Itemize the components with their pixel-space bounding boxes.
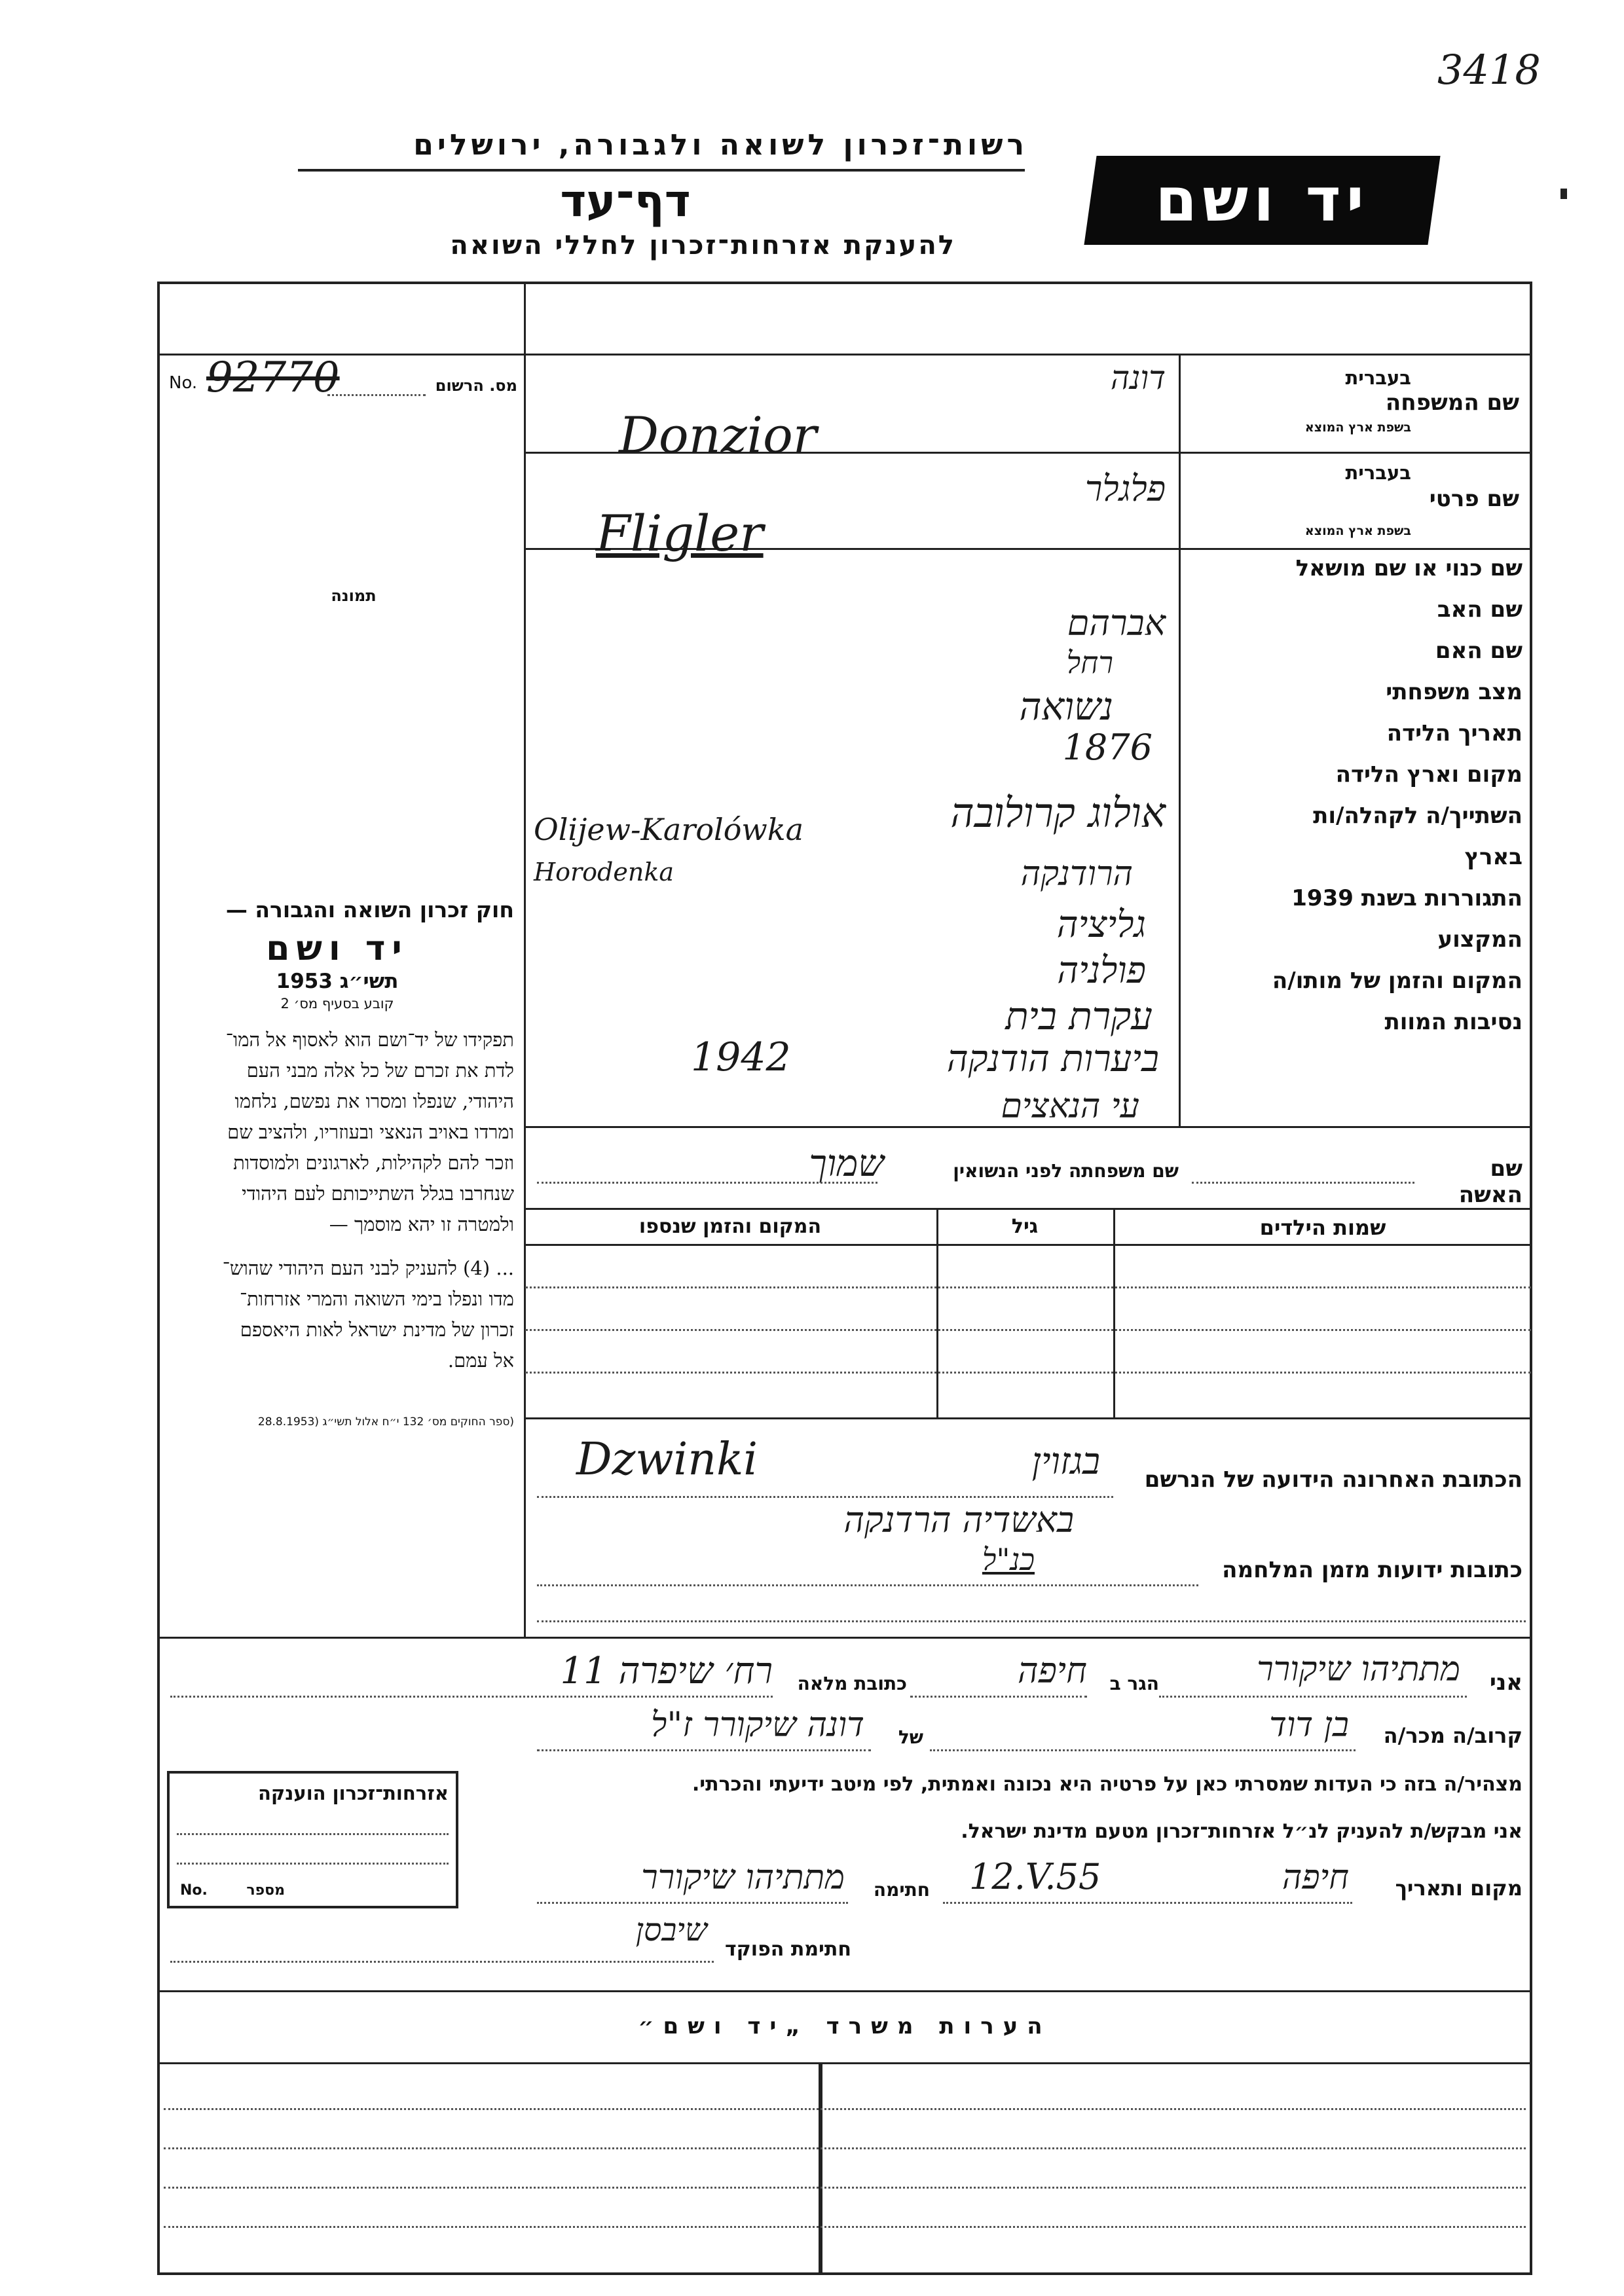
- office-notes-line: [164, 2108, 1526, 2110]
- first-name-label: שם פרטי: [1429, 486, 1519, 512]
- family-hebrew-value: דונה: [1110, 359, 1166, 397]
- office-notes-line: [164, 2187, 1526, 2189]
- nickname-label: שם כנוי או שם מושאל: [1295, 555, 1522, 581]
- declarant-i-label: אני: [1489, 1669, 1522, 1696]
- profession-label: המקצוע: [1437, 926, 1522, 953]
- children-age-header: גיל: [1011, 1215, 1039, 1238]
- law-line: וזכר להם לקהילות, לארגונים ולמוסדות: [233, 1152, 514, 1174]
- wife-maiden-value: שמוך: [809, 1142, 884, 1185]
- logo-text: יד ושם: [1155, 165, 1369, 235]
- country-label: בארץ: [1464, 844, 1522, 870]
- office-notes-header-rule: [158, 2062, 1531, 2064]
- family-origin-value: Donzior: [619, 406, 817, 464]
- declarant-address-label: כתובת מלאה: [797, 1673, 907, 1694]
- residence-value: פולניה: [1057, 949, 1146, 992]
- law-line: לדת את זכרם של כל אלה מבני העם: [246, 1059, 514, 1082]
- ink-mark: [1560, 189, 1567, 199]
- children-row-line: [525, 1286, 1531, 1288]
- mother-value: רחל: [1066, 645, 1113, 680]
- relation-dots: [930, 1749, 1356, 1751]
- citizenship-number-label: מספר: [246, 1882, 285, 1899]
- citizenship-box-dots: [177, 1833, 449, 1835]
- left-column-divider: [524, 283, 526, 1637]
- law-block: [160, 897, 514, 1429]
- authority-underline: [298, 169, 1025, 172]
- law-line: זכרון של מדינת ישראל לאות היאספם: [240, 1319, 514, 1341]
- field-label-divider: [1179, 354, 1181, 1126]
- yad-vashem-logo: [1084, 156, 1440, 245]
- office-notes-rule: [158, 1990, 1531, 1992]
- wartime-address-label: כתובות ידועות מזמן המלחמה: [1222, 1557, 1522, 1583]
- law-line: שנחרבו בגלל השתייכותם לעם היהודי: [242, 1182, 514, 1205]
- children-place-header: המקום והזמן שנספו: [638, 1215, 822, 1238]
- children-col-divider-2: [936, 1208, 938, 1417]
- first-origin-label: בשפת ארץ המוצא: [1304, 524, 1411, 538]
- first-hebrew-value: פלגלר: [1084, 468, 1166, 509]
- declarant-name: מתתיהו שיקורר: [1257, 1650, 1460, 1689]
- relation-value: בן דוד: [1269, 1705, 1349, 1745]
- wartime-dots-1: [537, 1584, 1198, 1586]
- authority-name: רשות־זכרון לשואה ולגבורה, ירושלים: [413, 128, 1028, 162]
- first-name-row: [1185, 452, 1522, 548]
- registration-number: 92770: [206, 354, 340, 402]
- death-circumstances-label: נסיבות המוות: [1384, 1009, 1522, 1035]
- signature-dots: [537, 1902, 848, 1904]
- mother-label: שם האם: [1435, 638, 1522, 664]
- signature-value: מתתיהו שיקורר: [641, 1858, 845, 1897]
- of-name: דונה שיקורר ז"ל: [651, 1705, 864, 1745]
- birth-place-latin-value: Olijew-Karolówka: [534, 812, 804, 847]
- community-label: השתייך/ה לקהלה/ות: [1313, 803, 1522, 829]
- relation-label: קרוב/ה מכר/ה: [1383, 1723, 1522, 1748]
- children-names-header: שמות הילדים: [1259, 1215, 1386, 1240]
- declarant-street-dots: [170, 1696, 773, 1698]
- registration-label: מס. הרשום: [435, 376, 517, 395]
- wartime-address-1: באשדיה הרדנקה: [843, 1499, 1074, 1540]
- birth-place-label: מקום וארץ הלידה: [1335, 761, 1522, 788]
- death-year-value: 1942: [691, 1034, 791, 1080]
- law-line: ולמטרה זו יהא מוסמך —: [329, 1213, 514, 1235]
- officer-signature-label: חתימת הפוקד: [725, 1938, 851, 1961]
- office-notes-title: הערות משרד „יד ושם״: [638, 2013, 1052, 2039]
- declaration-text: מצהיר/ה בזה כי העדות שמסרתי כאן על פרטיה היא נכונה ואמתית, לפי מיטב ידיעתי והכרתי.: [692, 1773, 1522, 1796]
- law-line: תפקידו של יד־ושם הוא לאסוף אל המו־: [225, 1029, 514, 1051]
- field-labels: [1185, 354, 1522, 1043]
- wife-dots: [1192, 1182, 1414, 1184]
- death-circumstances-value: עי הנאצים: [1001, 1087, 1139, 1126]
- first-hebrew-label: בעברית: [1345, 462, 1411, 484]
- declarant-street: רח׳ שיפרה 11: [560, 1650, 773, 1692]
- profession-value: עקרת בית: [1005, 994, 1153, 1038]
- father-value: אברהם: [1067, 602, 1166, 644]
- request-text: אני מבקש/ת להעניק לנ״ל אזרחות־זכרון מטעם מדינת ישראל.: [961, 1820, 1522, 1843]
- law-line: היהודי, שנפלו ומסרו את נפשם, נלחמו: [234, 1090, 514, 1112]
- last-address-dots: [537, 1496, 1113, 1498]
- last-address-hebrew: בגזוין: [1031, 1440, 1100, 1483]
- registration-dots: [327, 394, 426, 396]
- law-year: תשי״ג 1953: [276, 970, 399, 993]
- wartime-dots-2: [537, 1620, 1526, 1622]
- wife-maiden-dots: [537, 1182, 877, 1184]
- of-label: של: [898, 1726, 923, 1748]
- photo-label: תמונה: [331, 587, 377, 605]
- children-header-rule: [524, 1244, 1531, 1246]
- form-title: דף־עד: [560, 175, 691, 227]
- children-bottom-rule: [524, 1417, 1531, 1419]
- father-label: שם האב: [1437, 596, 1522, 623]
- date-value: 12.V.55: [969, 1856, 1101, 1897]
- law-heading: חוק זכרון השואה והגבורה —: [225, 897, 514, 922]
- officer-signature-dots: [170, 1961, 714, 1963]
- children-row-line: [525, 1372, 1531, 1374]
- wife-label: שם האשה: [1458, 1156, 1522, 1208]
- citizenship-box-title: אזרחות־זכרון הוענקה: [257, 1782, 449, 1804]
- marital-label: מצב משפחתי: [1386, 679, 1522, 705]
- death-place-value: ביערות הודנקה: [946, 1038, 1159, 1080]
- corner-number: 3418: [1437, 46, 1541, 94]
- birth-date-label: תאריך הלידה: [1386, 720, 1522, 746]
- form-subtitle: להענקת אזרחות־זכרון לחללי השואה: [450, 230, 956, 261]
- area-rule: [524, 1126, 1531, 1128]
- declarant-city: חיפה: [1017, 1650, 1087, 1691]
- residence-1939-label: התגוררות בשנת 1939: [1291, 885, 1522, 911]
- death-place-time-label: המקום והזמן של מותו/ה: [1272, 968, 1522, 994]
- place-date-dots: [943, 1902, 1352, 1904]
- declarant-city-dots: [910, 1696, 1087, 1698]
- wartime-address-2: כנ"ל: [982, 1542, 1035, 1577]
- family-name-row: [1185, 354, 1522, 452]
- declarant-name-dots: [1159, 1696, 1467, 1698]
- registration-no-label: No.: [169, 373, 198, 393]
- birth-place-hebrew-value: אולוג קרולובה: [950, 789, 1166, 837]
- family-hebrew-label: בעברית: [1345, 367, 1411, 389]
- law-line: ... (4) להעניק לבני העם היהודי שהוש־: [222, 1257, 514, 1279]
- law-line: ומרדו באויב הנאצי ובעוזריו, ולהציב שם: [227, 1121, 514, 1143]
- office-notes-divider: [819, 2062, 822, 2273]
- community-hebrew-value: הרודנקה: [1020, 854, 1133, 894]
- last-address-label: הכתובת האחרונה הידועה של הנרשם: [1144, 1467, 1522, 1493]
- citizenship-no-label: No.: [180, 1882, 208, 1899]
- children-top-rule: [524, 1208, 1531, 1210]
- declarant-lives-label: הגר ב: [1109, 1673, 1159, 1694]
- last-address-latin: Dzwinki: [576, 1434, 758, 1485]
- office-notes-line: [164, 2147, 1526, 2149]
- first-origin-value: Fligler: [596, 504, 764, 562]
- birth-date-value: 1876: [1062, 727, 1153, 768]
- law-line: אל עמם.: [447, 1349, 514, 1372]
- community-latin-value: Horodenka: [534, 858, 674, 886]
- signature-label: חתימה: [873, 1879, 930, 1901]
- of-name-dots: [537, 1749, 871, 1751]
- officer-signature-value: שיבסן: [635, 1912, 707, 1948]
- law-clause: קובע בסעיף מס׳ 2: [280, 996, 394, 1011]
- law-source: (ספר החוקים מס׳ 132 י״ח אלול תשי״ג (28.8.1953: [257, 1415, 514, 1429]
- marital-value: נשואה: [1019, 684, 1113, 729]
- children-row-line: [525, 1329, 1531, 1331]
- address-bottom-rule: [158, 1637, 1531, 1639]
- place-value: חיפה: [1282, 1858, 1349, 1897]
- law-name: יד ושם: [266, 929, 409, 968]
- office-notes-line: [164, 2226, 1526, 2228]
- place-date-label: מקום ותאריך: [1395, 1876, 1522, 1901]
- family-origin-label: בשפת ארץ המוצא: [1304, 420, 1411, 435]
- country-value: גליציה: [1056, 903, 1146, 946]
- citizenship-box-dots: [177, 1863, 449, 1865]
- family-name-label: שם המשפחה: [1385, 390, 1519, 416]
- wife-maiden-label: שם משפחתה לפני הנשואין: [953, 1160, 1179, 1182]
- law-line: מדו ונפלו בימי השואה והמרי אזרחות־: [239, 1288, 514, 1310]
